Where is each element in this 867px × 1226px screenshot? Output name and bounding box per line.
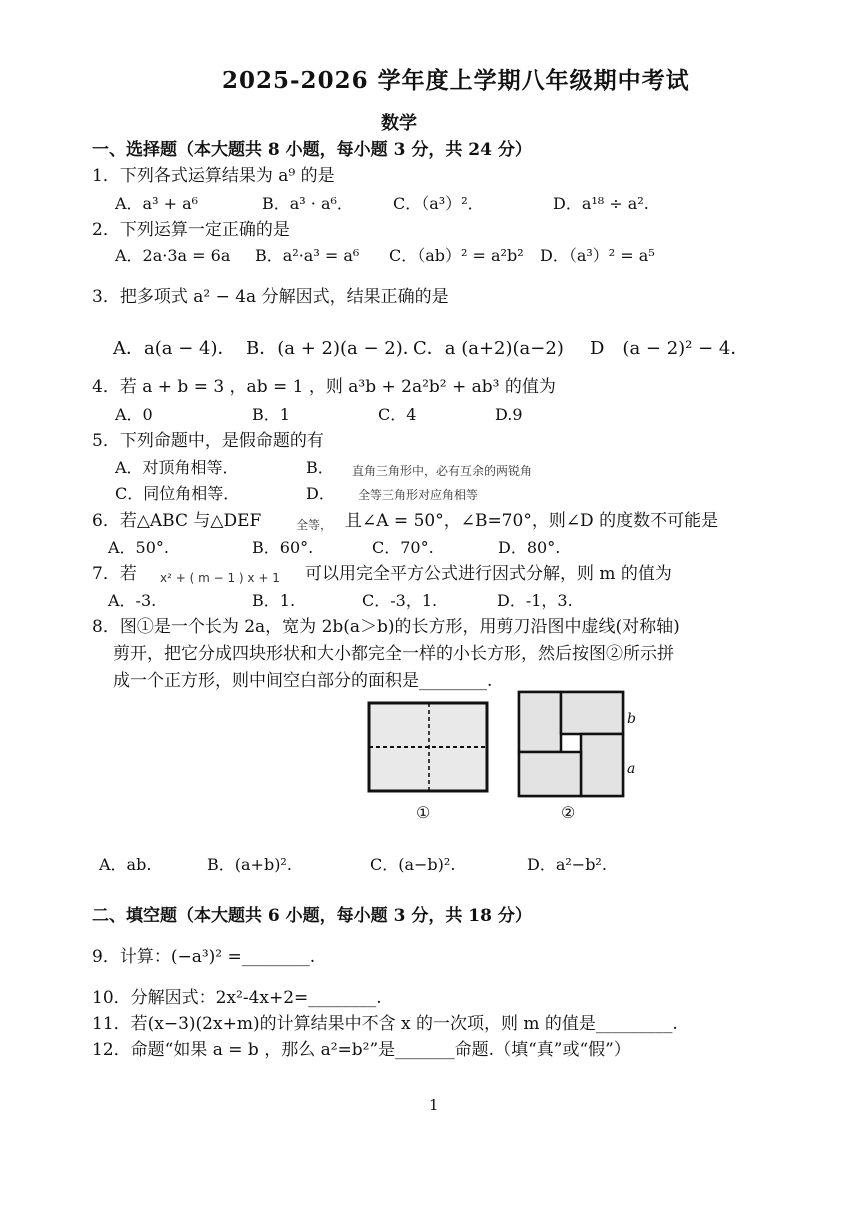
question-6-stem: 6．若△ABC 与△DEF	[92, 511, 262, 531]
question-12: 12．命题“如果 a = b ，那么 a²=b²”是_______命题.（填“真”或“假”）	[92, 1040, 631, 1060]
question-5-option-d-text: 全等三角形对应角相等	[358, 488, 479, 502]
question-5-stem: 5．下列命题中，是假命题的有	[92, 431, 324, 451]
question-4-option-d: D.9	[495, 405, 523, 424]
question-6-stem-rest: 且∠A = 50°，∠B=70°，则∠D 的度数不可能是	[345, 511, 719, 531]
question-1-option-c: C．（a³）²．	[393, 194, 484, 213]
question-3-stem: 3．把多项式 a² − 4a 分解因式，结果正确的是	[92, 287, 449, 307]
question-4-option-a: A．0	[115, 405, 153, 424]
section-heading-fill: 二、填空题（本大题共 6 小题，每小题 3 分，共 18 分）	[92, 906, 532, 926]
figure-2-square	[517, 690, 625, 798]
question-6-stem-small: 全等，	[296, 518, 333, 532]
question-11: 11．若(x−3)(2x+m)的计算结果中不含 x 的一次项，则 m 的值是_________.	[92, 1014, 678, 1034]
question-9: 9．计算：(−a³)² =________.	[92, 947, 316, 967]
question-8-option-a: A．ab.	[99, 855, 152, 874]
exam-title: 2025-2026 学年度上学期八年级期中考试	[222, 67, 690, 94]
question-8-option-d: D．a²−b².	[527, 855, 607, 874]
question-7-option-a: A．-3.	[108, 591, 157, 610]
figure-2-side-b-label: b	[627, 711, 636, 727]
question-6-option-d: D．80°.	[498, 538, 561, 557]
question-7-stem-small: x² + ( m − 1 ) x + 1	[160, 571, 280, 585]
question-8-line-2: 剪开，把它分成四块形状和大小都完全一样的小长方形，然后按图②所示拼	[113, 644, 674, 664]
question-6-option-c: C．70°.	[372, 538, 434, 557]
question-4-option-b: B．1	[252, 405, 290, 424]
question-1-option-b: B．a³ · a⁶．	[262, 194, 353, 213]
question-7-stem: 7．若	[92, 564, 137, 584]
question-8-line-3: 成一个正方形，则中间空白部分的面积是________.	[113, 671, 493, 691]
question-4-option-c: C．4	[378, 405, 417, 424]
question-5-option-b-text: 直角三角形中，必有互余的两锐角	[352, 464, 533, 478]
question-2-stem: 2．下列运算一定正确的是	[92, 220, 290, 240]
question-3-option-a: A．a(a − 4)．	[113, 338, 236, 359]
figure-2-label: ②	[561, 803, 576, 822]
question-5-option-d: D．	[306, 484, 335, 503]
question-8-option-c: C．(a−b)².	[370, 855, 456, 874]
question-7-option-d: D．-1，3.	[497, 591, 573, 610]
question-5-option-c: C．同位角相等．	[115, 484, 240, 503]
question-5-option-a: A．对顶角相等．	[115, 458, 239, 477]
question-2-option-a: A．2a·3a = 6a	[115, 246, 231, 265]
question-8-option-b: B．(a+b)².	[207, 855, 292, 874]
question-8-line-1: 8．图①是一个长为 2a，宽为 2b(a＞b)的长方形，用剪刀沿图中虚线(对称轴)	[92, 617, 680, 637]
question-3-option-d: D (a − 2)² − 4．	[590, 338, 749, 359]
question-1-stem: 1．下列各式运算结果为 a⁹ 的是	[92, 166, 335, 186]
question-6-option-b: B．60°.	[252, 538, 314, 557]
question-3-option-c: C．a (a+2)(a−2)	[413, 338, 564, 359]
question-4-stem: 4．若 a + b = 3 ，ab = 1 ，则 a³b + 2a²b² + ab³ 的值为	[92, 377, 556, 397]
question-6-option-a: A．50°.	[108, 538, 170, 557]
question-7-option-b: B．1.	[252, 591, 296, 610]
question-3-option-b: B．(a + 2)(a − 2)．	[246, 338, 421, 359]
question-1-option-d: D．a¹⁸ ÷ a².	[553, 194, 649, 213]
question-7-option-c: C．-3，1.	[362, 591, 438, 610]
question-5-option-b: B．	[306, 458, 334, 477]
subject-heading: 数学	[381, 113, 417, 134]
question-1-option-a: A．a³ + a⁶	[115, 194, 199, 213]
section-heading-choice: 一、选择题（本大题共 8 小题，每小题 3 分，共 24 分）	[92, 140, 532, 160]
question-2-option-d: D．（a³）² = a⁵	[540, 246, 655, 265]
question-7-stem-rest: 可以用完全平方公式进行因式分解，则 m 的值为	[305, 564, 672, 584]
figure-2-side-a-label: a	[627, 761, 636, 777]
figure-1-label: ①	[416, 803, 431, 822]
question-2-option-b: B．a²·a³ = a⁶	[255, 246, 360, 265]
figure-1-rectangle	[366, 700, 492, 798]
page-number: 1	[429, 1096, 439, 1114]
question-2-option-c: C．（ab）² = a²b²	[389, 246, 524, 265]
question-10: 10．分解因式：2x²-4x+2=________.	[92, 988, 382, 1008]
